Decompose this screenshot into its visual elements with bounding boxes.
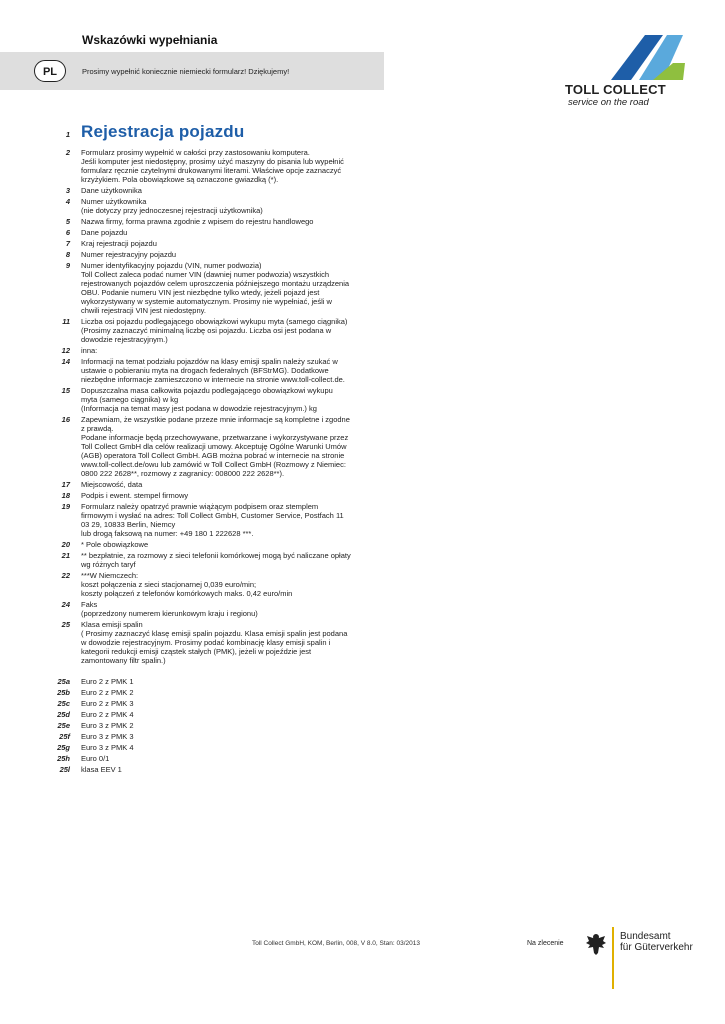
item-text: Dopuszczalna masa całkowita pojazdu podlegającego obowiązkowi wykupu myta (samego ciągnika) w kg (Informacja na temat masy jest podana w dowodzie rejestracyjnym.) kg xyxy=(81,386,333,413)
item-number: 11 xyxy=(62,317,70,326)
item-number: 25a xyxy=(57,677,70,686)
item-number: 25e xyxy=(57,721,70,730)
item-text: ** bezpłatnie, za rozmowy z sieci telefonii komórkowej mogą być naliczane opłaty wg różnych taryf xyxy=(81,551,351,569)
item-text: Numer identyfikacyjny pojazdu (VIN, numer podwozia) Toll Collect zaleca podać numer VIN (dawniej numer podwozia) wszystkich rejestrowanych pojazdów celem uproszczenia późniejszego montażu urządzenia OBU. Podanie numeru VIN jest niezbędne tylko wtedy, jeżeli pojazd jest wykorzystywany w systemie automatycznym. Prosimy nie wypełniać, jeśli w chwili rejestracji VIN jest niedostępny. xyxy=(81,261,350,315)
item-number: 25f xyxy=(59,732,70,741)
logo-swoosh-icon xyxy=(565,33,687,81)
list-item xyxy=(0,688,725,697)
federal-eagle-icon xyxy=(585,932,607,956)
list-item xyxy=(0,317,725,344)
item-text: Numer użytkownika (nie dotyczy przy jednoczesnej rejestracji użytkownika) xyxy=(81,197,263,215)
item-text: Formularz należy opatrzyć prawnie wiążącym podpisem oraz stemplem firmowym i wysłać na adres: Toll Collect GmbH, Customer Service, Postfach 11 03 29, 10833 Berlin, Niemcy lub drogą faksową na numer: +49 180 1 222628 ***. xyxy=(81,502,344,538)
item-text: Euro 3 z PMK 3 xyxy=(81,732,134,741)
list-item xyxy=(0,699,725,708)
instruction-list xyxy=(0,148,725,776)
item-number: 15 xyxy=(61,386,70,395)
on-behalf-label: Na zlecenie xyxy=(527,940,564,947)
list-item xyxy=(0,491,725,500)
item-text: Euro 2 z PMK 2 xyxy=(81,688,134,697)
list-item xyxy=(0,540,725,549)
list-item xyxy=(0,732,725,741)
item-number: 20 xyxy=(61,540,70,549)
item-text: inna: xyxy=(81,346,98,355)
item-text: ***W Niemczech: koszt połączenia z sieci stacjonarnej 0,039 euro/min; koszty połączeń z telefonów komórkowych maks. 0,42 euro/min xyxy=(81,571,293,598)
footer-info: Toll Collect GmbH, KOM, Berlin, 008, V 8.0, Stan: 03/2013 xyxy=(252,940,420,947)
section-number: 1 xyxy=(65,130,70,139)
item-text: Euro 2 z PMK 4 xyxy=(81,710,134,719)
item-text: Numer rejestracyjny pojazdu xyxy=(81,250,177,259)
agency-accent-bar xyxy=(612,927,614,989)
item-number: 2 xyxy=(65,148,70,157)
language-badge: PL xyxy=(34,60,66,82)
list-item xyxy=(0,765,725,774)
toll-collect-logo xyxy=(565,33,687,113)
list-item xyxy=(0,250,725,259)
item-text: Podpis i ewent. stempel firmowy xyxy=(81,491,189,500)
item-number: 9 xyxy=(65,261,70,270)
item-text: Dane pojazdu xyxy=(81,228,128,237)
item-number: 18 xyxy=(61,491,70,500)
list-item xyxy=(0,239,725,248)
item-text: Liczba osi pojazdu podlegającego obowiązkowi wykupu myta (samego ciągnika) (Prosimy zaznaczyć minimalną liczbę osi pojazdu. Liczba osi jest podana w dowodzie rejestracyjnym.) xyxy=(81,317,348,344)
logo-name: TOLL COLLECT xyxy=(565,82,666,97)
item-number: 25c xyxy=(57,699,70,708)
logo-slogan: service on the road xyxy=(568,97,649,108)
list-item xyxy=(0,148,725,184)
list-item xyxy=(0,571,725,598)
list-item xyxy=(0,754,725,763)
list-item xyxy=(0,480,725,489)
item-number: 5 xyxy=(65,217,70,226)
item-text: Formularz prosimy wypełnić w całości przy zastosowaniu komputera. Jeśli komputer jest niedostępny, prosimy użyć maszyny do pisania lub wypełnić formularz ręcznie czytelnymi drukowanymi literami. Właściwe opcje zaznaczyć krzyżykiem. Pola obowiązkowe są oznaczone gwiazdką (*). xyxy=(81,148,344,184)
list-item xyxy=(0,386,725,413)
page-heading: Wskazówki wypełniania xyxy=(82,33,218,47)
item-text: Faks (poprzedzony numerem kierunkowym kraju i regionu) xyxy=(81,600,258,618)
item-text: klasa EEV 1 xyxy=(81,765,122,774)
item-number: 17 xyxy=(61,480,70,489)
item-number: 25l xyxy=(59,765,70,774)
list-item xyxy=(0,261,725,315)
list-item xyxy=(0,677,725,686)
item-text: Dane użytkownika xyxy=(81,186,142,195)
item-text: Informacji na temat podziału pojazdów na klasy emisji spalin należy szukać w ustawie o pobieraniu myta na drogach federalnych (BFStrMG). Dodatkowe niezbędne informacje zamieszczono w internecie na stronie www.toll-collect.de. xyxy=(81,357,345,384)
section-title: Rejestracja pojazdu xyxy=(81,122,245,141)
list-item xyxy=(0,551,725,569)
item-number: 14 xyxy=(61,357,70,366)
list-item xyxy=(0,228,725,237)
item-number: 25g xyxy=(57,743,70,752)
item-text: Euro 2 z PMK 1 xyxy=(81,677,134,686)
list-item xyxy=(0,743,725,752)
item-number: 4 xyxy=(65,197,70,206)
list-item xyxy=(0,357,725,384)
item-number: 6 xyxy=(65,228,70,237)
list-item xyxy=(0,197,725,215)
item-number: 25b xyxy=(57,688,70,697)
item-number: 16 xyxy=(61,415,70,424)
list-item xyxy=(0,721,725,730)
list-item xyxy=(0,502,725,538)
item-text: Kraj rejestracji pojazdu xyxy=(81,239,157,248)
item-text: Euro 3 z PMK 2 xyxy=(81,721,134,730)
item-number: 12 xyxy=(61,346,70,355)
item-text: Klasa emisji spalin ( Prosimy zaznaczyć klasę emisji spalin pojazdu. Klasa emisji spalin jest podana w dowodzie rejestracyjnym. Prosimy podać kombinację klasy emisji spalin i kategorii redukcji emisji cząstek stałych (PMK), jeżeli w pojeździe jest zamontowany filtr spalin.) xyxy=(81,620,348,665)
list-item xyxy=(0,415,725,478)
list-item xyxy=(0,620,725,665)
list-item xyxy=(0,217,725,226)
item-number: 24 xyxy=(61,600,70,609)
item-number: 7 xyxy=(65,239,70,248)
item-number: 25 xyxy=(61,620,70,629)
item-text: Nazwa firmy, forma prawna zgodnie z wpisem do rejestru handlowego xyxy=(81,217,314,226)
item-number: 22 xyxy=(61,571,70,580)
item-text: * Pole obowiązkowe xyxy=(81,540,149,549)
header-note: Prosimy wypełnić koniecznie niemiecki formularz! Dziękujemy! xyxy=(82,67,290,76)
item-text: Euro 0/1 xyxy=(81,754,110,763)
list-item xyxy=(0,710,725,719)
item-number: 25h xyxy=(57,754,70,763)
item-text: Euro 3 z PMK 4 xyxy=(81,743,134,752)
item-number: 25d xyxy=(57,710,70,719)
list-item xyxy=(0,600,725,618)
item-number: 21 xyxy=(61,551,70,560)
item-text: Euro 2 z PMK 3 xyxy=(81,699,134,708)
item-number: 19 xyxy=(61,502,70,511)
item-number: 8 xyxy=(65,250,70,259)
item-text: Miejscowość, data xyxy=(81,480,143,489)
list-item xyxy=(0,186,725,195)
item-text: Zapewniam, że wszystkie podane przeze mnie informacje są kompletne i zgodne z prawdą. Podane informacje będą przechowywane, przetwarzane i wykorzystywane przez Toll Collect GmbH dla celów realizacji umowy. Akceptuję Ogólne Warunki Umów (AGB) operatora Toll Collect GmbH. AGB można pobrać w internecie na stronie www.toll-collect.de/owu lub zamówić w Toll Collect GmbH (Rozmowy z Niemiec: 0800 222 2628**, rozmowy z zagranicy: 008000 222 2628**). xyxy=(81,415,350,478)
list-item xyxy=(0,346,725,355)
agency-name: Bundesamt für Güterverkehr xyxy=(620,931,693,953)
item-number: 3 xyxy=(65,186,70,195)
